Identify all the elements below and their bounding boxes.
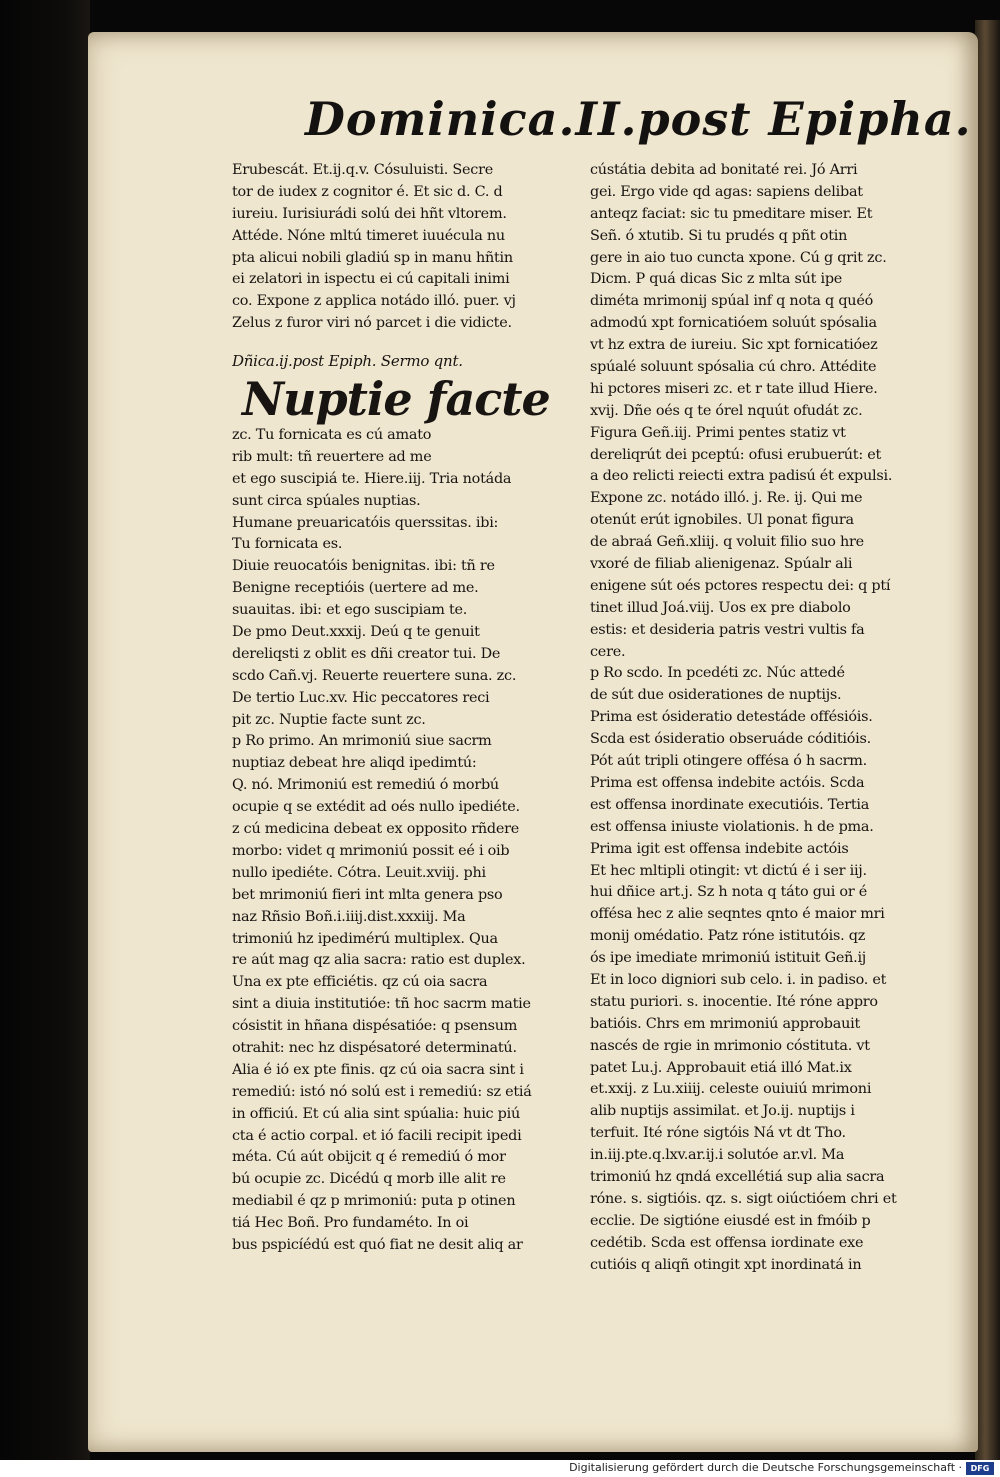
text-line: enigene sút oés pctores respectu dei: q ptí (590, 577, 891, 594)
text-line: cósistit in hñana dispésatióe: q psensum (232, 1018, 518, 1035)
text-line: terfuit. Ité róne sigtóis Ná vt dt Tho. (590, 1125, 846, 1142)
text-line: cta é actio corpal. et ió facili recipit ipedi (232, 1127, 522, 1144)
text-line: z cú medicina debeat ex opposito rñdere (232, 821, 520, 838)
text-line: rib mult: tñ reuertere ad me (232, 448, 432, 465)
text-line: Una ex pte efficiétis. qz cú oia sacra (232, 974, 488, 991)
text-line: p Ro scdo. In pcedéti zc. Núc attedé (590, 665, 845, 682)
right-paragraph-1 (590, 160, 936, 663)
dfg-logo-icon: DFG (966, 1462, 994, 1475)
text-line: Zelus z furor viri nó parcet i die vidicte. (232, 315, 512, 332)
text-line: ocupie q se extédit ad oés nullo ipediéte. (232, 799, 520, 816)
text-line: et.xxij. z Lu.xiiij. celeste ouiuiú mrimoni (590, 1081, 872, 1098)
text-line: vxoré de filiab alienigenaz. Spúalr ali (590, 556, 853, 573)
text-line: remediú: istó nó solú est i remediú: sz etiá (232, 1083, 532, 1100)
text-line: De tertio Luc.xv. Hic peccatores reci (232, 689, 490, 706)
text-line: alib nuptijs assimilat. et Jo.ij. nuptijs i (590, 1103, 855, 1120)
text-line: de abraá Geñ.xliij. q voluit filio suo hre (590, 534, 864, 551)
text-line: in officiú. Et cú alia sint spúalia: huic piú (232, 1105, 521, 1122)
text-line: Pót aút tripli otingere offésa ó h sacrm. (590, 753, 867, 770)
text-line: Et in loco digniori sub celo. i. in padiso. et (590, 971, 887, 988)
text-line: Expone zc. notádo illó. j. Re. ij. Qui me (590, 490, 863, 507)
text-line: Prima est ósideratio detestáde offésióis. (590, 709, 873, 726)
text-line: tiá Hec Boñ. Pro fundaméto. In oi (232, 1215, 469, 1232)
text-line: pta alicui nobili gladiú sp in manu hñtin (232, 249, 513, 266)
right-text-column (590, 160, 936, 1276)
text-line: méta. Cú aút obijcit q é remediú ó mor (232, 1149, 506, 1166)
text-line: morbo: videt q mrimoniú possit eé i oib (232, 842, 510, 859)
text-line: hui dñice art.j. Sz h nota q táto gui or é (590, 884, 868, 901)
digitization-credit: Digitalisierung gefördert durch die Deutsche Forschungsgemeinschaft · (569, 1461, 962, 1474)
text-line: est offensa inordinate executióis. Tertia (590, 796, 870, 813)
text-line: nuptiaz debeat hre aliqd ipedimtú: (232, 755, 477, 772)
left-paragraph-2 (232, 425, 580, 1257)
left-paragraph-1 (232, 160, 580, 335)
text-line: nascés de rgie in mrimonio cóstituta. vt (590, 1037, 870, 1054)
text-line: tinet illud Joá.viij. Uos ex pre diabolo (590, 599, 851, 616)
text-line: bet mrimoniú fieri int mlta genera pso (232, 886, 503, 903)
text-line: gei. Ergo vide qd agas: sapiens delibat (590, 183, 863, 200)
text-line: Scda est ósideratio obseruáde códitióis. (590, 731, 871, 748)
page-header: Dominica.II.post Epipha. (305, 92, 972, 146)
text-line: otrahit: nec hz dispésatoré determinatú. (232, 1039, 517, 1056)
text-line: patet Lu.j. Approbauit etiá illó Mat.ix (590, 1059, 852, 1076)
text-line: admodú xpt fornicatióem soluút spósalia (590, 315, 877, 332)
text-line: bú ocupie zc. Dicédú q morb ille alit re (232, 1171, 506, 1188)
text-line: scdo Cañ.vj. Reuerte reuertere suna. zc. (232, 667, 517, 684)
text-line: dereliqsti z oblit es dñi creator tui. De (232, 645, 501, 662)
text-line: Alia é ió ex pte finis. qz cú oia sacra sint i (232, 1061, 524, 1078)
right-paragraph-2 (590, 663, 936, 1276)
text-line: zc. Tu fornicata es cú amato (232, 427, 432, 444)
text-line: iureiu. Iurisiurádi solú dei hñt vltorem. (232, 205, 507, 222)
text-line: offésa hec z alie seqntes qnto é maior mri (590, 906, 885, 923)
text-line: statu puriori. s. inocentie. Ité róne appro (590, 993, 878, 1010)
text-line: cere. (590, 643, 626, 660)
text-line: xvij. Dñe oés q te órel nquút ofudát zc. (590, 402, 863, 419)
text-line: tor de iudex z cognitor é. Et sic d. C. d (232, 183, 503, 200)
text-line: De pmo Deut.xxxij. Deú q te genuit (232, 624, 480, 641)
text-line: cutióis q aliqñ otingit xpt inordinatá in (590, 1256, 862, 1273)
text-line: monij omédatio. Patz róne istitutóis. qz (590, 928, 866, 945)
book-edge (975, 20, 1000, 1460)
text-line: in.iij.pte.q.lxv.ar.ij.i solutóe ar.vl. Ma (590, 1147, 845, 1164)
text-line: Diuie reuocatóis benignitas. ibi: tñ re (232, 558, 495, 575)
sermon-rubric: Dñica.ij.post Epiph. Sermo qnt. (232, 352, 463, 371)
text-line: re aút mag qz alia sacra: ratio est duplex. (232, 952, 526, 969)
sermon-title: Nuptie facte (242, 372, 550, 427)
text-line: Dicm. P quá dicas Sic z mlta sút ipe (590, 271, 843, 288)
text-line: Prima igit est offensa indebite actóis (590, 840, 849, 857)
text-line: suauitas. ibi: et ego suscipiam te. (232, 602, 468, 619)
text-line: vt hz extra de iureiu. Sic xpt fornicatióez (590, 337, 878, 354)
text-line: sint a diuia institutióe: tñ hoc sacrm matie (232, 996, 531, 1013)
text-line: bus pspicíédú est quó fiat ne desit aliq ar (232, 1236, 523, 1253)
text-line: ei zelatori in ispectu ei cú capitali inimi (232, 271, 510, 288)
binding-margin (0, 0, 90, 1460)
text-line: estis: et desideria patris vestri vultis fa (590, 621, 865, 638)
text-line: Attéde. Nóne mltú timeret iuuécula nu (232, 227, 505, 244)
text-line: ecclie. De sigtióne eiusdé est in fmóib p (590, 1212, 871, 1229)
text-line: cústátia debita ad bonitaté rei. Jó Arri (590, 162, 858, 178)
text-line: est offensa iniuste violationis. h de pma. (590, 818, 874, 835)
text-line: anteqz faciat: sic tu pmeditare miser. Et (590, 205, 873, 222)
text-line: diméta mrimonij spúal inf q nota q quéó (590, 293, 874, 310)
text-line: pit zc. Nuptie facte sunt zc. (232, 711, 426, 728)
text-line: et ego suscipiá te. Hiere.iij. Tria notáda (232, 470, 512, 487)
text-line: Et hec mltipli otingit: vt dictú é i ser iij. (590, 862, 867, 879)
text-line: sunt circa spúales nuptias. (232, 492, 421, 509)
text-line: spúalé soluunt spósalia cú chro. Attédite (590, 359, 877, 376)
text-line: gere in aio tuo cuncta xpone. Cú g qrit zc. (590, 249, 887, 266)
text-line: de sút due osiderationes de nuptijs. (590, 687, 842, 704)
text-line: Erubescát. Et.ij.q.v. Cósuluisti. Secre (232, 162, 493, 178)
text-line: otenút erút ignobiles. Ul ponat figura (590, 512, 854, 529)
text-line: cedétib. Scda est offensa iordinate exe (590, 1234, 864, 1251)
text-line: naz Rñsio Boñ.i.iiij.dist.xxxiij. Ma (232, 908, 466, 925)
text-line: Benigne receptióis (uertere ad me. (232, 580, 479, 597)
text-line: Señ. ó xtutib. Si tu prudés q pñt otin (590, 227, 848, 244)
text-line: dereliqrút dei pceptú: ofusi erubuerút: et (590, 446, 882, 463)
text-line: Figura Geñ.iij. Primi pentes statiz vt (590, 424, 846, 441)
text-line: Tu fornicata es. (232, 536, 343, 553)
text-line: trimoniú hz ipedimérú multiplex. Qua (232, 930, 498, 947)
text-line: hi pctores miseri zc. et r tate illud Hiere. (590, 380, 878, 397)
text-line: róne. s. sigtióis. qz. s. sigt oiúctióem chri et (590, 1190, 897, 1207)
text-line: trimoniú hz qndá excellétiá sup alia sacra (590, 1168, 885, 1185)
text-line: nullo ipediéte. Cótra. Leuit.xviij. phi (232, 864, 486, 881)
text-line: Q. nó. Mrimoniú est remediú ó morbú (232, 777, 499, 794)
text-line: batióis. Chrs em mrimoniú approbauit (590, 1015, 860, 1032)
left-text-column (232, 160, 580, 1257)
text-line: co. Expone z applica notádo illó. puer. vj (232, 293, 516, 310)
text-line: p Ro primo. An mrimoniú siue sacrm (232, 733, 492, 750)
text-line: ós ipe imediate mrimoniú istituit Geñ.ij (590, 950, 867, 967)
text-line: Prima est offensa indebite actóis. Scda (590, 774, 865, 791)
text-line: a deo relicti reiecti extra padisú ét expulsi. (590, 468, 893, 485)
text-line: Humane preuaricatóis querssitas. ibi: (232, 514, 499, 531)
text-line: mediabil é qz p mrimoniú: puta p otinen (232, 1193, 516, 1210)
